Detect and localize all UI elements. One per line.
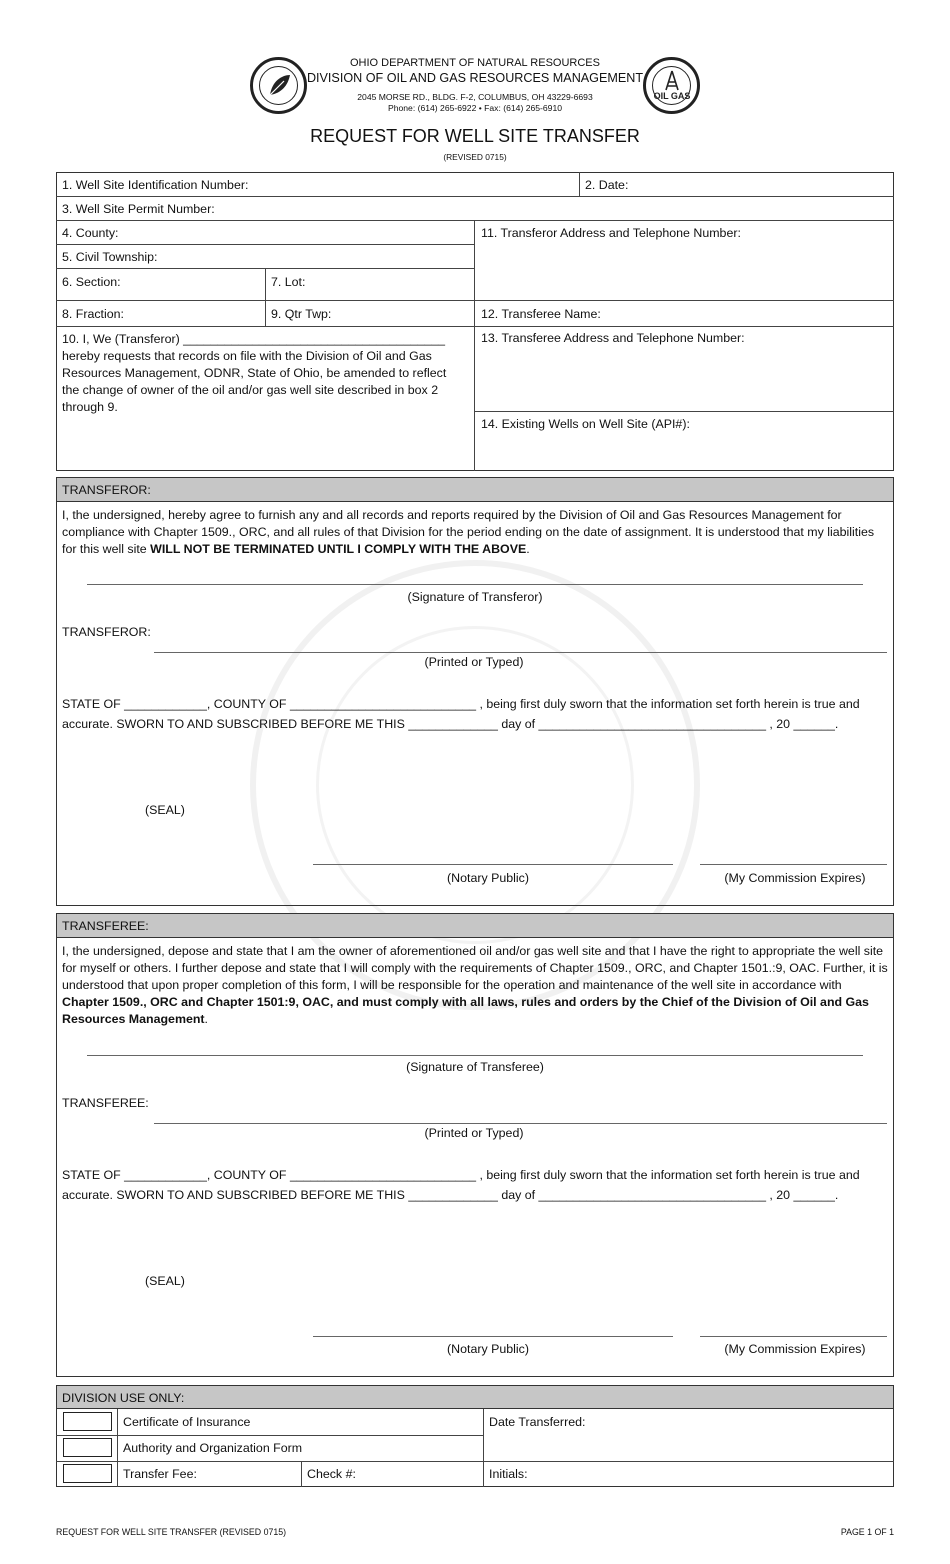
transferor-seal-label: (SEAL) xyxy=(145,803,185,817)
transferor-signature-line[interactable] xyxy=(87,584,863,585)
civil-township-field[interactable]: 5. Civil Township: xyxy=(62,250,158,264)
transferor-request-line[interactable]: 10. I, We (Transferor) ______________________________________ xyxy=(62,332,446,346)
transferee-heading: TRANSFEREE: xyxy=(62,919,149,933)
check-number-field[interactable]: Check #: xyxy=(307,1467,356,1481)
transferor-commission-line[interactable] xyxy=(700,864,887,865)
transferee-name-field[interactable]: 12. Transferee Name: xyxy=(481,307,601,321)
division-address: 2045 MORSE RD., BLDG. F-2, COLUMBUS, OH 43229-6693 xyxy=(357,92,593,102)
footer-page-number: PAGE 1 OF 1 xyxy=(840,1527,894,1537)
transferor-notary-label: (Notary Public) xyxy=(447,871,529,885)
transferee-printed-name-line[interactable] xyxy=(154,1123,887,1124)
transferee-state-line-1[interactable]: STATE OF ____________, COUNTY OF ___________________________ , being first duly sworn that the information set forth herein is true and xyxy=(62,1168,860,1182)
transfer-fee-field[interactable]: Transfer Fee: xyxy=(123,1467,197,1481)
transferee-printed-label: (Printed or Typed) xyxy=(424,1126,524,1140)
transferee-seal-label: (SEAL) xyxy=(145,1274,185,1288)
division-phone: Phone: (614) 265-6922 • Fax: (614) 265-6910 xyxy=(387,103,563,113)
transferor-signature-label: (Signature of Transferor) xyxy=(407,590,543,604)
fraction-field[interactable]: 8. Fraction: xyxy=(62,307,124,321)
form-revision: (REVISED 0715) xyxy=(443,152,507,162)
transferor-name-label: TRANSFEROR: xyxy=(62,625,151,639)
initials-field[interactable]: Initials: xyxy=(489,1467,528,1481)
transferor-notary-line[interactable] xyxy=(313,864,673,865)
transferor-state-line-1[interactable]: STATE OF ____________, COUNTY OF ___________________________ , being first duly sworn that the information set forth herein is true and xyxy=(62,697,860,711)
transferor-printed-name-line[interactable] xyxy=(154,652,887,653)
transferor-state-line-2[interactable]: accurate. SWORN TO AND SUBSCRIBED BEFORE ME THIS _____________ day of _________________________________ , 20 ______. xyxy=(62,717,839,731)
county-field[interactable]: 4. County: xyxy=(62,226,119,240)
transferee-agreement: I, the undersigned, depose and state that I am the owner of aforementioned oil and/or gas well site and that I have the right to appropriate the well site for myself or others. I further depose and state that I will comply with the requirements of Chapter 1509., ORC, and Chapter 1501.:9, OAC. Further, it is understood that upon proper completion of this form, I will be responsible for the operation and maintenance of the well site in accordance with Chapter 1509., ORC and Chapter 1501:9, OAC, and must comply with all laws, rules and orders by the Chief of the Division of Oil and Gas Resources Management. xyxy=(62,944,888,1026)
transferee-address-field[interactable]: 13. Transferee Address and Telephone Number: xyxy=(481,331,745,345)
well-site-id-field[interactable]: 1. Well Site Identification Number: xyxy=(62,178,249,192)
authority-checkbox[interactable] xyxy=(63,1438,112,1457)
division-name: DIVISION OF OIL AND GAS RESOURCES MANAGEMENT xyxy=(306,71,644,85)
existing-wells-field[interactable]: 14. Existing Wells on Well Site (API#): xyxy=(481,417,690,431)
date-field[interactable]: 2. Date: xyxy=(585,178,629,192)
transferor-heading: TRANSFEROR: xyxy=(62,483,151,497)
transferor-agreement: I, the undersigned, hereby agree to furnish any and all records and reports required by the Division of Oil and Gas Resources Management for compliance with Chapter 1509., ORC, and all rules of that Division for the period ending on the date of assignment. It is understood that my liabilities for this well site WILL NOT BE TERMINATED UNTIL I COMPLY WITH THE ABOVE. xyxy=(62,508,875,556)
transferee-commission-line[interactable] xyxy=(700,1336,887,1337)
transferor-address-field[interactable]: 11. Transferor Address and Telephone Number: xyxy=(481,226,741,240)
certificate-checkbox[interactable] xyxy=(63,1412,112,1431)
transferor-printed-label: (Printed or Typed) xyxy=(424,655,524,669)
lot-field[interactable]: 7. Lot: xyxy=(271,275,306,289)
date-transferred-field[interactable]: Date Transferred: xyxy=(489,1415,586,1429)
transferee-state-line-2[interactable]: accurate. SWORN TO AND SUBSCRIBED BEFORE ME THIS _____________ day of _________________________________ , 20 ______. xyxy=(62,1188,839,1202)
transferee-name-label: TRANSFEREE: xyxy=(62,1096,149,1110)
transferee-notary-line[interactable] xyxy=(313,1336,673,1337)
footer-form-name: REQUEST FOR WELL SITE TRANSFER (REVISED 0715) xyxy=(56,1527,287,1537)
certificate-label: Certificate of Insurance xyxy=(123,1415,251,1429)
authority-label: Authority and Organization Form xyxy=(123,1441,303,1455)
transferor-commission-label: (My Commission Expires) xyxy=(724,871,866,885)
section-field[interactable]: 6. Section: xyxy=(62,275,121,289)
transferee-notary-label: (Notary Public) xyxy=(447,1342,529,1356)
transferee-commission-label: (My Commission Expires) xyxy=(724,1342,866,1356)
transferee-signature-label: (Signature of Transferee) xyxy=(406,1060,544,1074)
permit-number-field[interactable]: 3. Well Site Permit Number: xyxy=(62,202,215,216)
division-use-heading: DIVISION USE ONLY: xyxy=(62,1391,185,1405)
well-info-table xyxy=(56,172,894,471)
transferor-request-text: hereby requests that records on file with the Division of Oil and Gas Resources Management, ODNR, State of Ohio, be amended to reflect the change of owner of the oil and/or gas well site described in box 2 through 9. xyxy=(62,349,447,414)
transfer-fee-checkbox[interactable] xyxy=(63,1464,112,1483)
leaf-icon xyxy=(264,71,294,101)
logo-text: OIL GAS xyxy=(653,90,690,101)
transferee-signature-line[interactable] xyxy=(87,1055,863,1056)
form-title: REQUEST FOR WELL SITE TRANSFER xyxy=(310,126,640,146)
qtr-twp-field[interactable]: 9. Qtr Twp: xyxy=(271,307,332,321)
dept-name: OHIO DEPARTMENT OF NATURAL RESOURCES xyxy=(350,57,600,69)
